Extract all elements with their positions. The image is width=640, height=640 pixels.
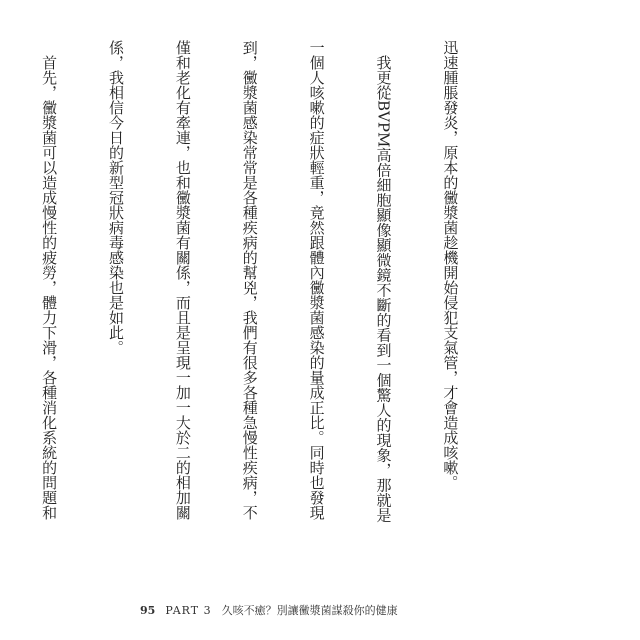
text-line: 係，我相信今日的新型冠狀病毒感染也是如此。 bbox=[106, 40, 125, 355]
text-line: 僅和老化有牽連，也和黴漿菌有關係，而且是呈現一加一大於二的相加關 bbox=[173, 40, 192, 520]
page-number: 95 bbox=[140, 603, 156, 617]
page-footer bbox=[140, 600, 500, 620]
text-line: 我更從BVPM高倍細胞顯像顯微鏡不斷的看到一個驚人的現象，那就是 bbox=[374, 40, 393, 523]
body-text bbox=[40, 40, 506, 580]
text-line: 一個人咳嗽的症狀輕重，竟然跟體內黴漿菌感染的量成正比。同時也發現 bbox=[307, 40, 326, 520]
chapter-title: 久咳不癒？別讓黴漿菌謀殺你的健康 bbox=[221, 604, 398, 617]
part-label: PART 3 bbox=[165, 603, 212, 617]
text-line: 到，黴漿菌感染常常是各種疾病的幫兇，我們有很多各種急慢性疾病，不 bbox=[240, 40, 259, 520]
text-line: 首先，黴漿菌可以造成慢性的疲勞，體力下滑，各種消化系統的問題和 bbox=[40, 40, 59, 520]
text-line: 迅速腫脹發炎，原本的黴漿菌趁機開始侵犯支氣管，才會造成咳嗽。 bbox=[441, 40, 460, 490]
